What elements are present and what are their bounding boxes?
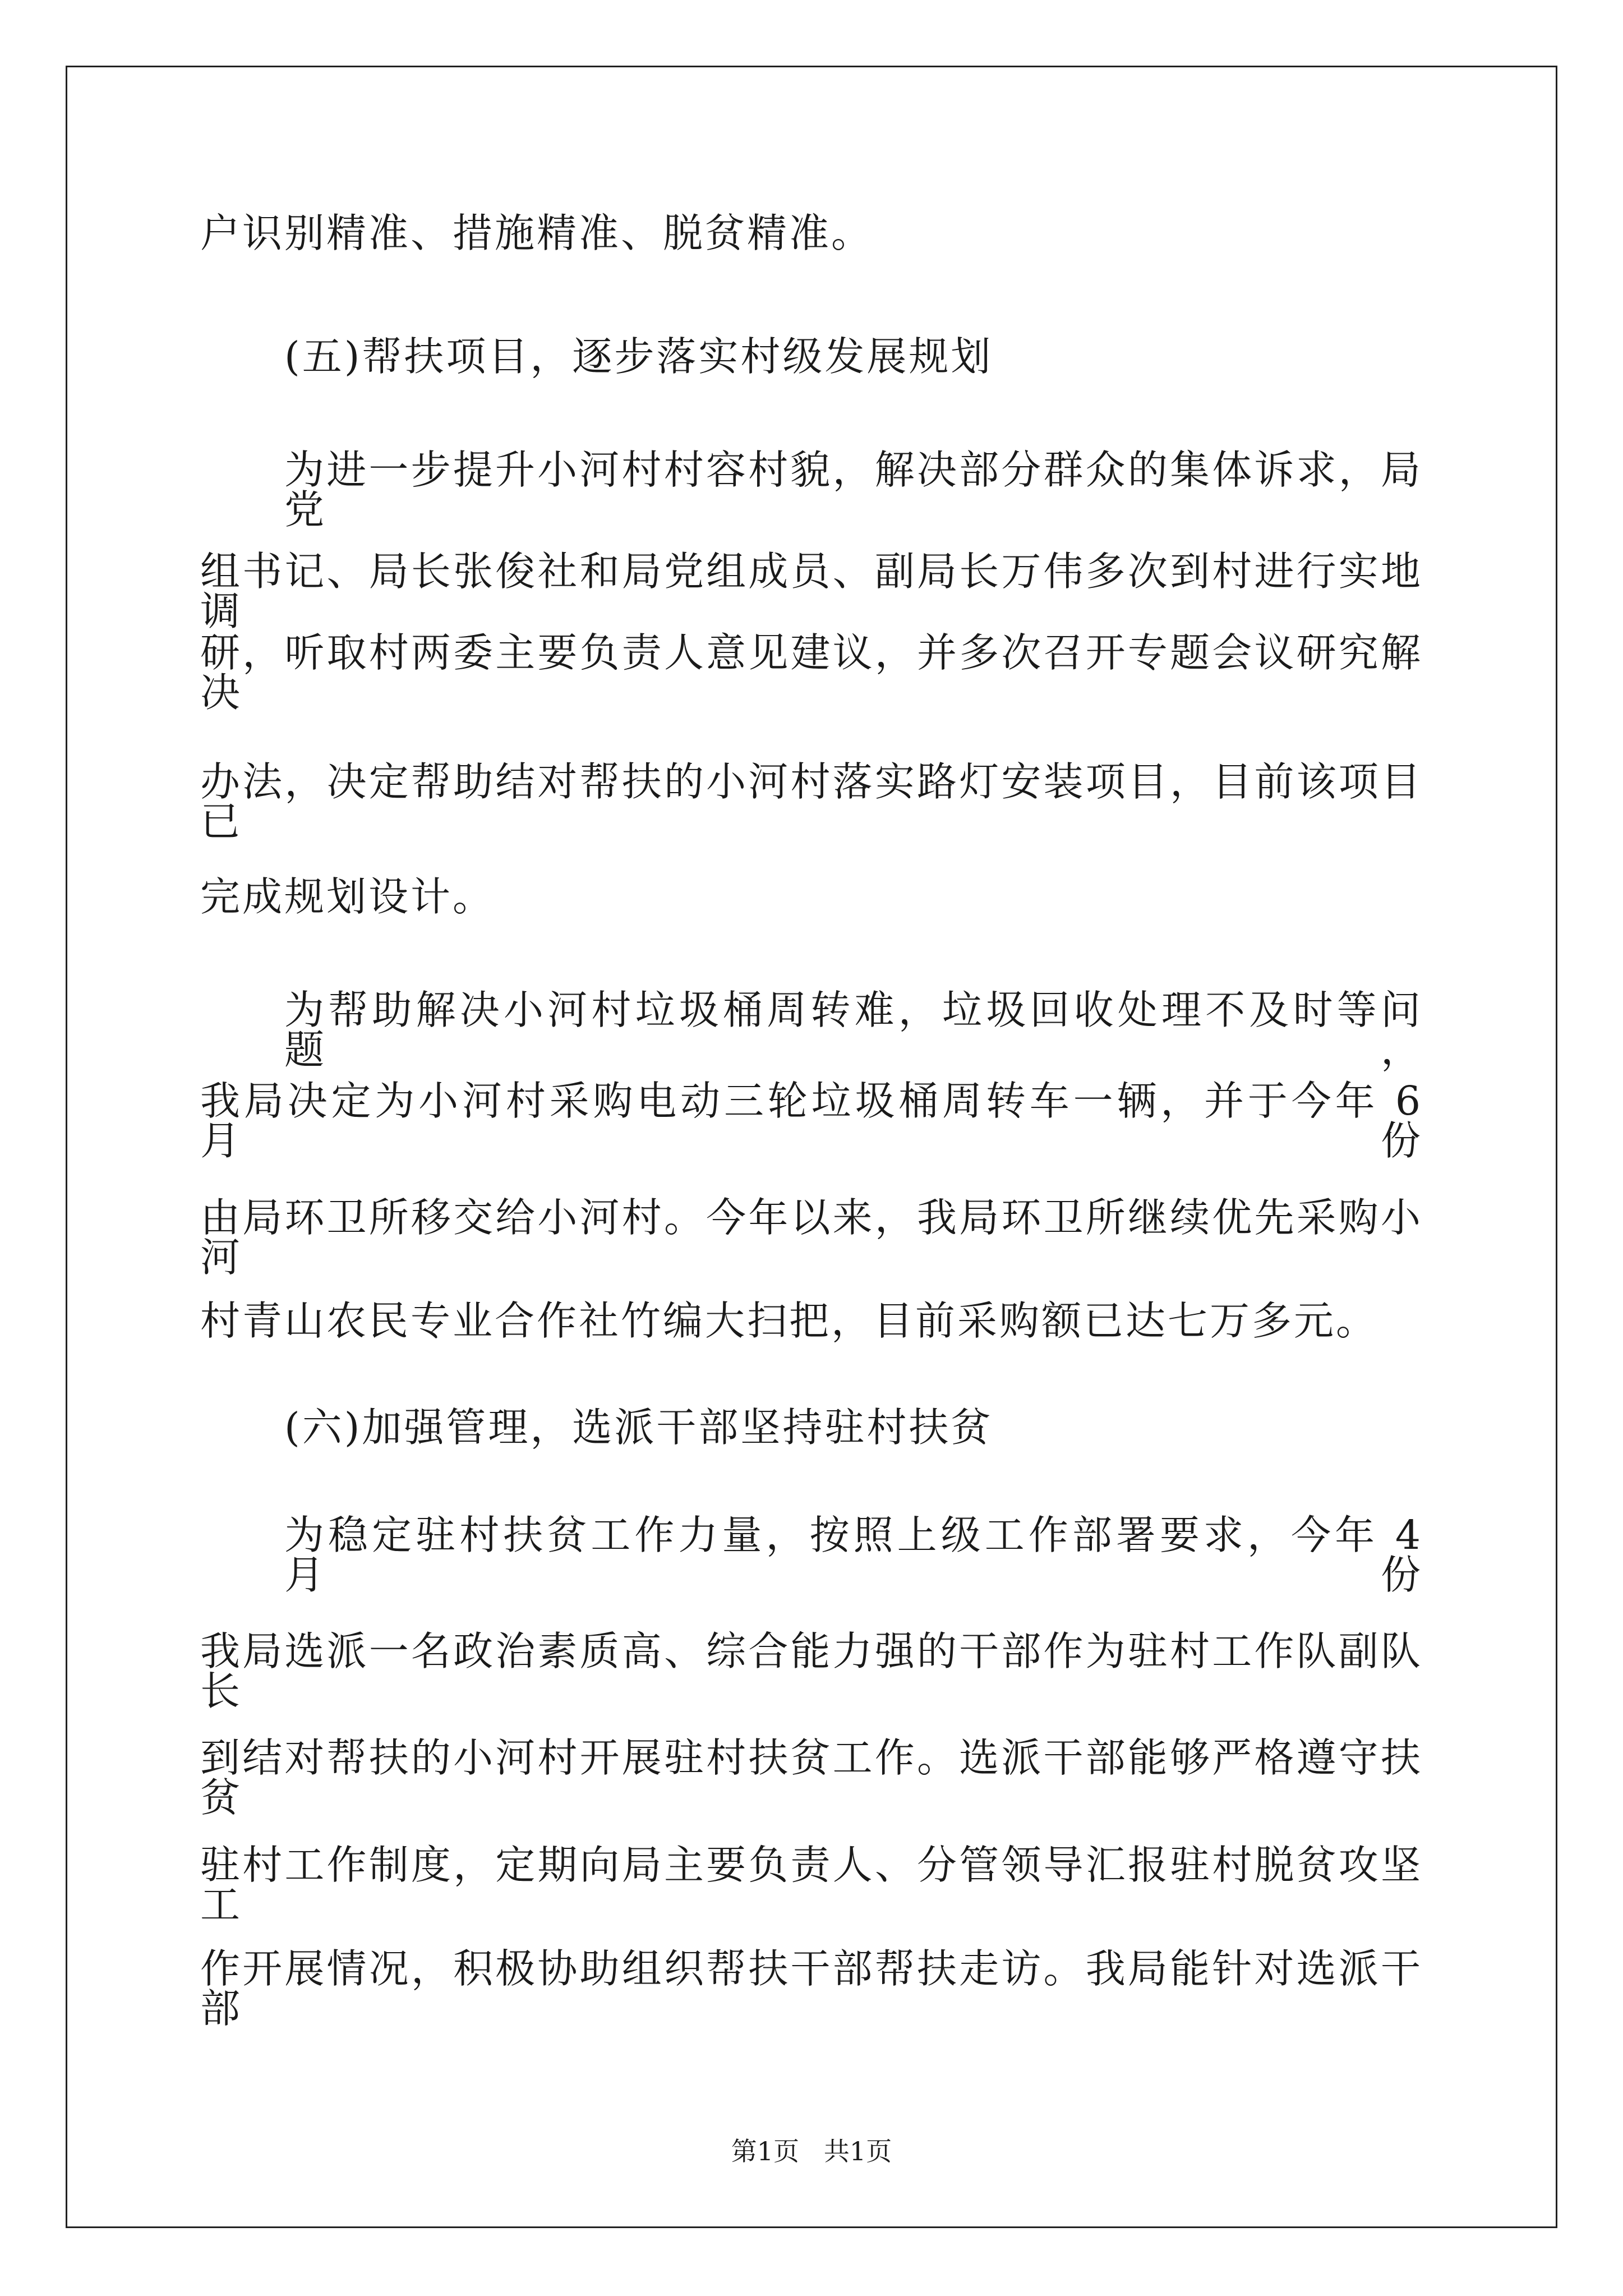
- text-line: 为稳定驻村扶贫工作力量，按照上级工作部署要求，今年 4 月份: [284, 1512, 1423, 1598]
- section-heading: (五)帮扶项目，逐步落实村级发展规划: [284, 333, 993, 380]
- page-footer: 第1页 共1页: [731, 2136, 892, 2166]
- text-line: 组书记、局长张俊社和局党组成员、副局长万伟多次到村进行实地调: [200, 548, 1423, 634]
- text-line: 户识别精准、措施精准、脱贫精准。: [200, 210, 874, 256]
- section-heading: (六)加强管理，选派干部坚持驻村扶贫: [284, 1404, 993, 1451]
- text-line: 作开展情况，积极协助组织帮扶干部帮扶走访。我局能针对选派干部: [200, 1945, 1423, 2032]
- text-line: 到结对帮扶的小河村开展驻村扶贫工作。选派干部能够严格遵守扶贫: [200, 1734, 1423, 1821]
- text-line: 我局决定为小河村采购电动三轮垃圾桶周转车一辆，并于今年 6 月份: [200, 1078, 1423, 1164]
- text-line: 完成规划设计。: [200, 873, 495, 920]
- text-line: 由局环卫所移交给小河村。今年以来，我局环卫所继续优先采购小河: [200, 1194, 1423, 1281]
- text-line: 为帮助解决小河村垃圾桶周转难，垃圾回收处理不及时等问题，: [284, 987, 1423, 1073]
- text-line: 研，听取村两委主要负责人意见建议，并多次召开专题会议研究解决: [200, 629, 1423, 716]
- text-line: 为进一步提升小河村村容村貌，解决部分群众的集体诉求，局党: [284, 447, 1423, 533]
- text-line: 我局选派一名政治素质高、综合能力强的干部作为驻村工作队副队长: [200, 1628, 1423, 1714]
- text-line: 驻村工作制度，定期向局主要负责人、分管领导汇报驻村脱贫攻坚工: [200, 1842, 1423, 1928]
- text-line: 村青山农民专业合作社竹编大扫把，目前采购额已达七万多元。: [200, 1297, 1378, 1344]
- text-line: 办法，决定帮助结对帮扶的小河村落实路灯安装项目，目前该项目已: [200, 758, 1423, 845]
